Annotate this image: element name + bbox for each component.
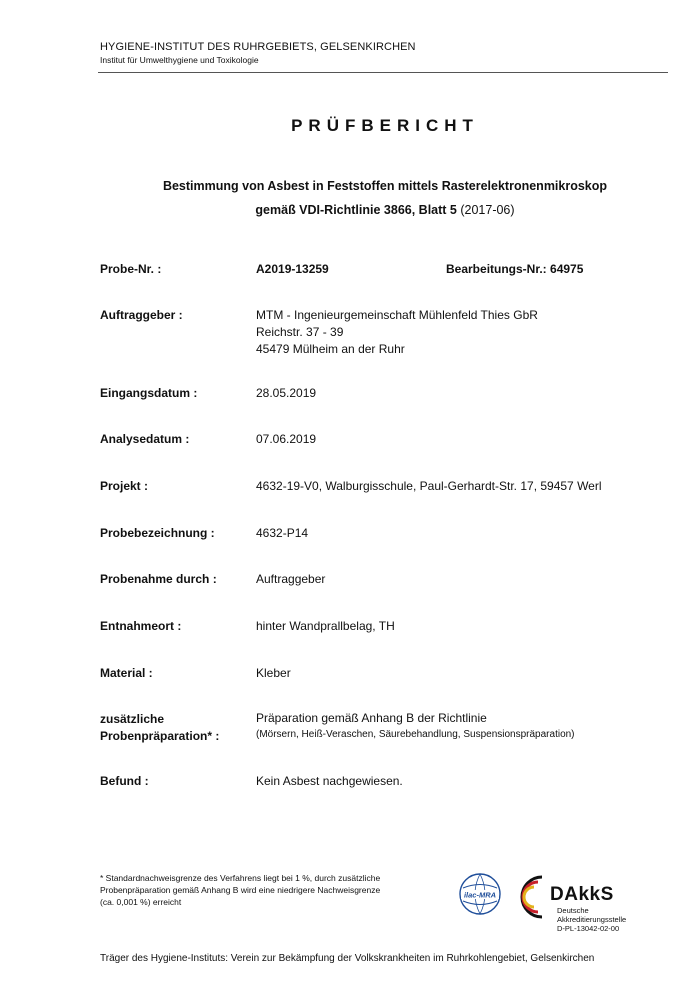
footnote-line-3: (ca. 0,001 %) erreicht	[100, 897, 182, 907]
probenahme-label: Probenahme durch :	[100, 572, 217, 586]
footnote-line-2: Probenpräparation gemäß Anhang B wird eine niedrigere Nachweisgrenze	[100, 885, 381, 895]
entnahmeort-label: Entnahmeort :	[100, 619, 182, 633]
analysedatum-label: Analysedatum :	[100, 432, 190, 446]
report-title: PRÜFBERICHT	[291, 116, 479, 135]
entnahmeort-value: hinter Wandprallbelag, TH	[256, 619, 395, 633]
material-value: Kleber	[256, 666, 291, 680]
probenahme-value: Auftraggeber	[256, 572, 326, 586]
eingangsdatum-value: 28.05.2019	[256, 386, 317, 400]
probe-nr-value: A2019-13259	[256, 262, 329, 276]
bearbeitungs-nr-label: Bearbeitungs-Nr.:	[446, 262, 547, 276]
subtitle-line-2: gemäß VDI-Richtlinie 3866, Blatt 5 (2017-06)	[255, 203, 515, 217]
dakks-wordmark: DAkkS	[550, 884, 614, 905]
praeparation-label	[100, 711, 219, 745]
footnote-line-1: * Standardnachweisgrenze des Verfahrens liegt bei 1 %, durch zusätzliche	[100, 873, 381, 883]
auftraggeber-label: Auftraggeber :	[100, 308, 183, 322]
dakks-line-3: D-PL-13042-02-00	[557, 924, 620, 933]
befund-label: Befund :	[100, 774, 149, 788]
projekt-value: 4632-19-V0, Walburgisschule, Paul-Gerhardt-Str. 17, 59457 Werl	[256, 479, 602, 493]
department-name: Institut für Umwelthygiene und Toxikologie	[100, 55, 259, 65]
projekt-label: Projekt :	[100, 479, 149, 493]
praeparation-value: Präparation gemäß Anhang B der Richtlinie	[256, 711, 487, 725]
dakks-subtext	[557, 906, 626, 933]
dakks-emblem	[512, 874, 548, 920]
auftraggeber-street: Reichstr. 37 - 39	[256, 325, 344, 339]
bearbeitungs-nr-value: 64975	[550, 262, 584, 276]
report-subtitle	[100, 174, 670, 222]
footnote	[100, 872, 460, 908]
ilac-mra-logo	[458, 872, 502, 916]
praeparation-details: (Mörsern, Heiß-Veraschen, Säurebehandlung, Suspensionspräparation)	[256, 729, 575, 740]
praeparation-label-line-2: Probenpräparation* :	[100, 729, 220, 743]
dakks-line-1: Deutsche	[557, 906, 589, 915]
material-label: Material :	[100, 666, 153, 680]
auftraggeber-company: MTM - Ingenieurgemeinschaft Mühlenfeld Thies GbR	[256, 308, 538, 322]
institute-name: HYGIENE-INSTITUT DES RUHRGEBIETS, GELSENKIRCHEN	[100, 41, 416, 53]
probe-nr-label: Probe-Nr. :	[100, 262, 162, 276]
header-divider	[98, 72, 668, 73]
auftraggeber-address	[256, 307, 538, 358]
bearbeitungs-nr	[446, 262, 583, 276]
ilac-text: ilac-MRA	[463, 890, 497, 900]
dakks-line-2: Akkreditierungsstelle	[557, 915, 627, 924]
subtitle-line-1: Bestimmung von Asbest in Feststoffen mittels Rasterelektronenmikroskop	[162, 179, 608, 193]
auftraggeber-city: 45479 Mülheim an der Ruhr	[256, 342, 405, 356]
praeparation-label-line-1: zusätzliche	[100, 712, 165, 726]
analysedatum-value: 07.06.2019	[256, 432, 317, 446]
eingangsdatum-label: Eingangsdatum :	[100, 386, 198, 400]
traeger-note: Träger des Hygiene-Instituts: Verein zur Bekämpfung der Volkskrankheiten im Ruhrkohlengebiet, Gelsenkirchen	[100, 953, 595, 964]
probebezeichnung-label: Probebezeichnung :	[100, 526, 215, 540]
probebezeichnung-value: 4632-P14	[256, 526, 309, 540]
befund-value: Kein Asbest nachgewiesen.	[256, 774, 403, 788]
